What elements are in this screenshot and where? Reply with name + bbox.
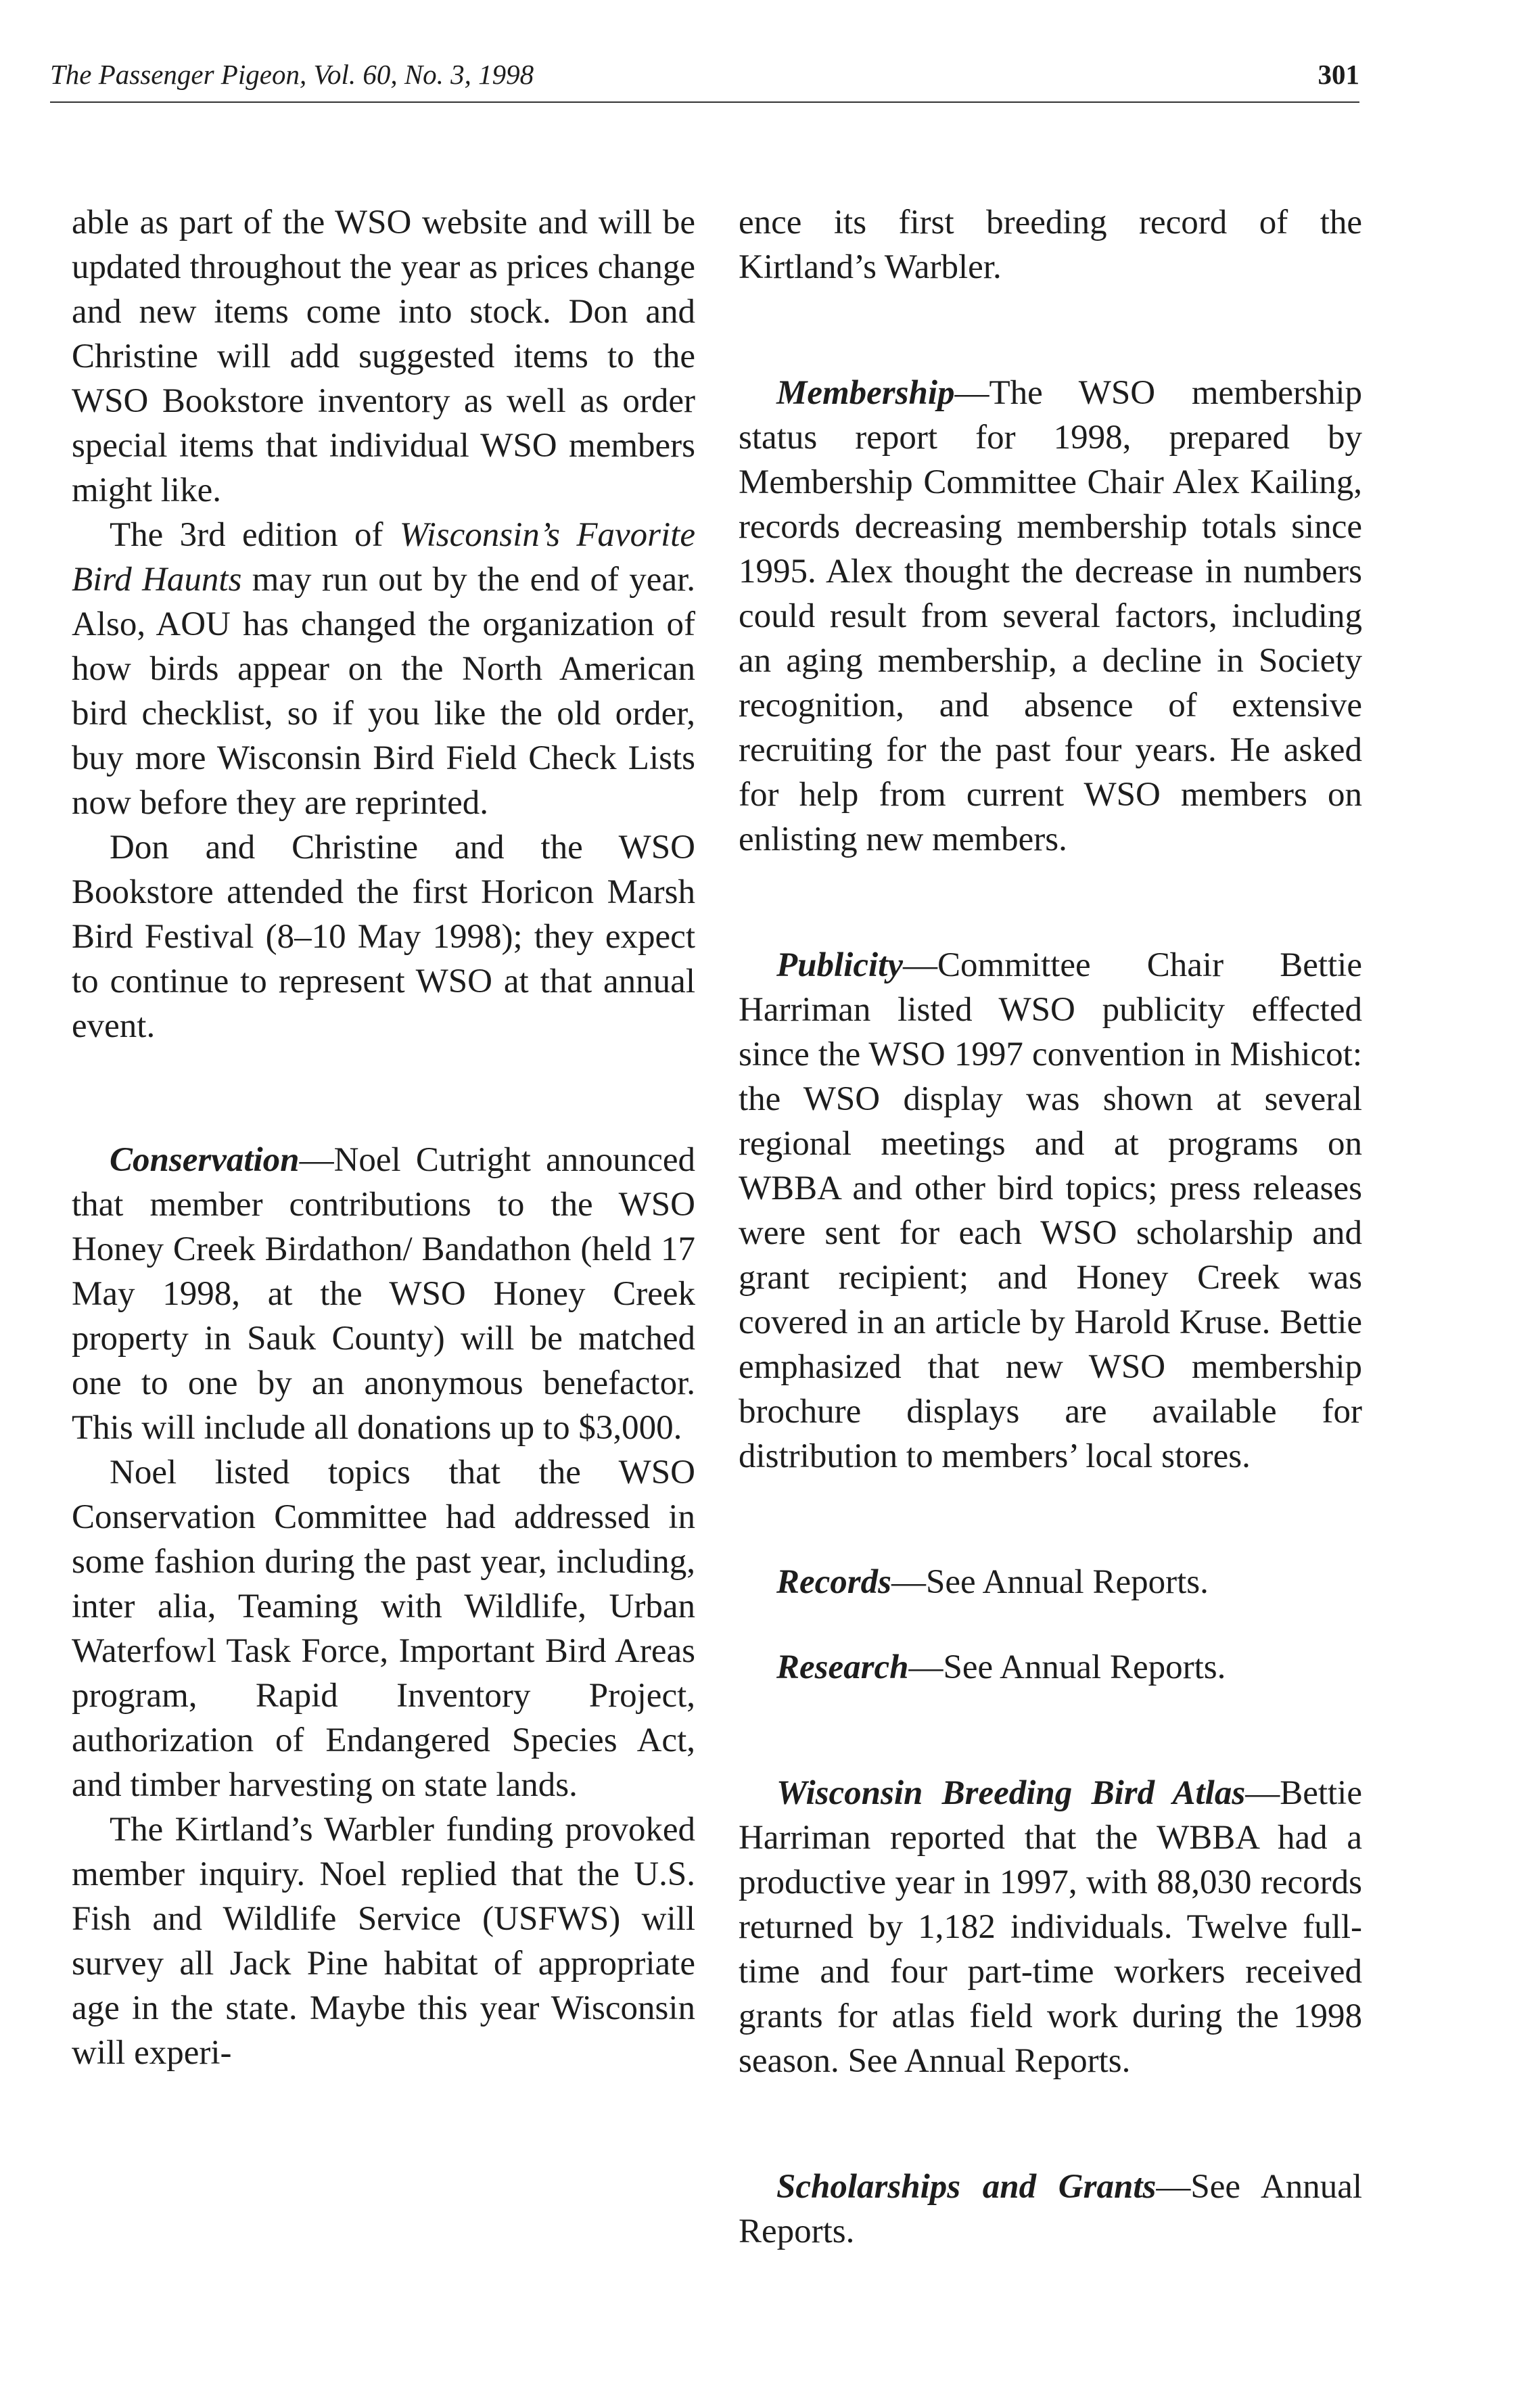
running-header — [50, 57, 1359, 104]
section-heading: Wisconsin Breeding Bird Atlas — [776, 1774, 1246, 1812]
section-text: —Bettie Harriman reported that the WBBA had a productive year in 1997, with 88,030 records returned by 1,182 individuals. Twelve full-time and four part-time workers received grants for atlas field work during the 1998 season. See Annual Reports. — [739, 1774, 1362, 2080]
records-section — [739, 1560, 1362, 1604]
section-text: —See Annual Reports. — [891, 1563, 1209, 1601]
research-section — [739, 1645, 1362, 1690]
atlas-section — [739, 1771, 1362, 2083]
scholarships-section — [739, 2164, 1362, 2254]
section-heading: Scholarships and Grants — [776, 2168, 1157, 2206]
membership-section — [739, 371, 1362, 862]
publicity-section — [739, 943, 1362, 1479]
section-heading: Publicity — [776, 946, 903, 984]
horicon-festival-paragraph: Don and Christine and the WSO Bookstore attended the first Horicon Marsh Bird Festival (8–10 May 1998); they expect to continue to represent WSO at that annual event. — [72, 829, 695, 1045]
right-column — [739, 200, 1362, 2254]
book-title: Wisconsin’s Favorite Bird Haunts — [72, 516, 695, 599]
section-heading: Membership — [776, 374, 955, 412]
page-number: 301 — [1318, 59, 1359, 90]
left-column — [72, 200, 695, 2075]
journal-title: The Passenger Pigeon, Vol. 60, No. 3, 1998 — [50, 59, 534, 90]
favorite-bird-haunts-paragraph — [72, 513, 695, 825]
kirtlands-warbler-paragraph: The Kirtland’s Warbler funding provoked member inquiry. Noel replied that the U.S. Fish and Wildlife Service (USFWS) will survey all Jack Pine habitat of appropriate age in the state. Maybe this year Wisconsin will experi- — [72, 1811, 695, 2072]
section-heading: Research — [776, 1648, 909, 1686]
section-text: —See Annual Reports. — [908, 1648, 1226, 1686]
header-rule — [50, 101, 1359, 103]
section-heading: Records — [776, 1563, 891, 1601]
bookstore-continued-paragraph: able as part of the WSO website and will be updated throughout the year as prices change and new items come into stock. Don and Christine will add suggested items to the WSO Bookstore inventory as well as order special items that individual WSO members might like. — [72, 204, 695, 509]
paragraph-text: may run out by the end of year. Also, AOU has changed the organization of how birds appear on the North American bird checklist, so if you like the old order, buy more Wisconsin Bird Field Check Lists now before they are reprinted. — [72, 561, 695, 822]
conservation-topics-paragraph: Noel listed topics that the WSO Conservation Committee had addressed in some fashion during the past year, including, inter alia, Teaming with Wildlife, Urban Waterfowl Task Force, Important Bird Areas program, Rapid Inventory Project, authorization of Endangered Species Act, and timber harvesting on state lands. — [72, 1454, 695, 1804]
section-text: —The WSO membership status report for 1998, prepared by Membership Committee Chair Alex Kailing, records decreasing membership totals since 1995. Alex thought the decrease in numbers could result from several factors, including an aging membership, a decline in Society recognition, and absence of extensive recruiting for the past four years. He asked for help from current WSO members on enlisting new members. — [739, 374, 1362, 858]
section-heading: Conservation — [110, 1141, 300, 1179]
section-text: —See Annual Reports. — [739, 2168, 1363, 2250]
kirtlands-continued-paragraph: ence its first breeding record of the Kirtland’s Warbler. — [739, 204, 1362, 286]
conservation-section — [72, 1138, 695, 1450]
section-text: —Committee Chair Bettie Harriman listed WSO publicity effected since the WSO 1997 convention in Mishicot: the WSO display was shown at several regional meetings and at programs on WBBA and other bird topics; press releases were sent for each WSO scholarship and grant recipient; and Honey Creek was covered in an article by Harold Kruse. Bettie emphasized that new WSO membership brochure displays are available for distribution to members’ local stores. — [739, 946, 1362, 1475]
paragraph-text: The 3rd edition of — [110, 516, 400, 554]
section-text: —Noel Cutright announced that member contributions to the WSO Honey Creek Birdathon/ Bandathon (held 17 May 1998, at the WSO Honey Creek property in Sauk County) will be matched one to one by an anonymous benefactor. This will include all donations up to $3,000. — [72, 1141, 695, 1447]
